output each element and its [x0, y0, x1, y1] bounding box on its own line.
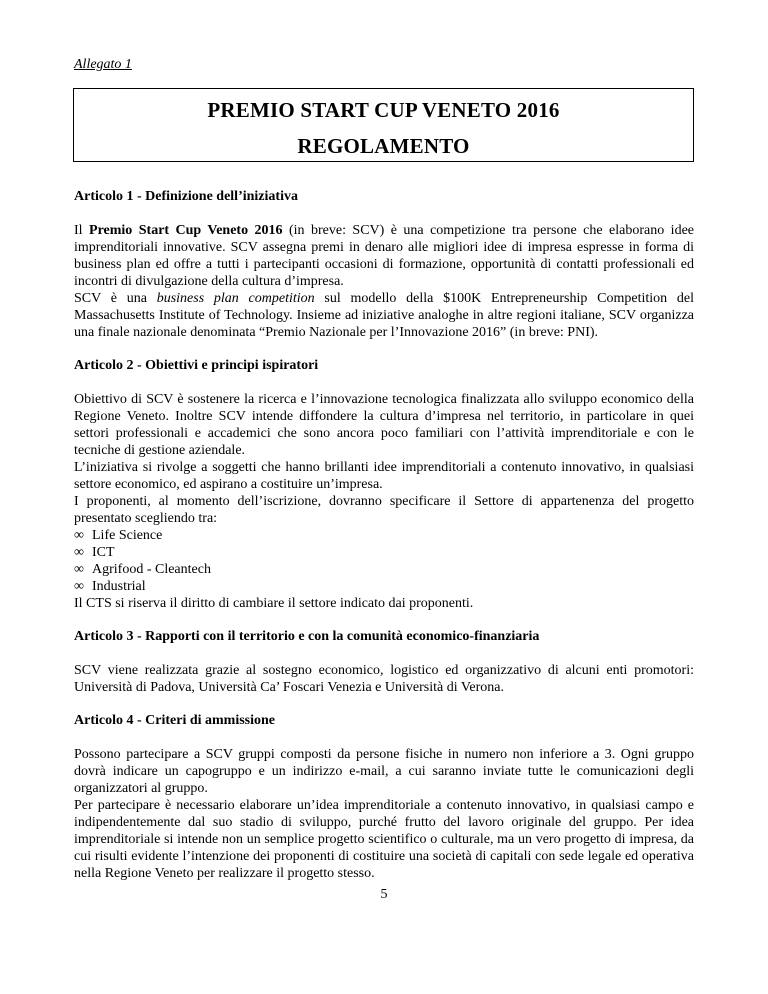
list-item [74, 578, 694, 595]
document-subtitle: REGOLAMENTO [297, 134, 470, 158]
article-2-paragraph-3: I proponenti, al momento dell’iscrizione, dovranno specificare il Settore di appartenenza del progetto presentato scegliendo tra: [74, 494, 694, 526]
article-3-heading: Articolo 3 - Rapporti con il territorio e con la comunità economico-finanziaria [74, 629, 540, 644]
attachment-label: Allegato 1 [74, 57, 132, 72]
infinity-bullet-icon: ∞ [74, 545, 84, 560]
article-1-paragraph-1 [74, 222, 694, 290]
sector-label: Life Science [92, 528, 163, 543]
article-3 [74, 628, 694, 696]
business-plan-competition-term: business plan competition [156, 291, 315, 306]
competition-name: Premio Start Cup Veneto 2016 [89, 223, 283, 238]
sector-label: Agrifood - Cleantech [92, 562, 211, 577]
article-1 [74, 188, 694, 341]
article-4 [74, 712, 694, 882]
article-1-p2-pre: SCV è una [74, 291, 157, 306]
document-title: PREMIO START CUP VENETO 2016 [207, 98, 560, 122]
sector-label: ICT [92, 545, 115, 560]
sector-list [74, 527, 694, 595]
article-2-paragraph-4: Il CTS si riserva il diritto di cambiare il settore indicato dai proponenti. [74, 596, 474, 611]
list-item [74, 561, 694, 578]
sector-label: Industrial [92, 579, 146, 594]
article-1-p1-pre: Il [74, 223, 90, 238]
page-number: 5 [380, 887, 388, 902]
title-box [73, 88, 694, 162]
article-2-paragraph-1: Obiettivo di SCV è sostenere la ricerca e l’innovazione tecnologica finalizzata allo sviluppo economico della Regione Veneto. Inoltre SCV intende diffondere la cultura d’impresa nel territorio, in particolare in quei settori professionali e accademici che sono ancora poco familiari con l’attività imprenditoriale e con le tecniche di gestione aziendale. [74, 392, 694, 458]
article-2-paragraph-2: L’iniziativa si rivolge a soggetti che hanno brillanti idee imprenditoriali a contenuto innovativo, in qualsiasi settore economico, ed aspirano a costituire un’impresa. [74, 460, 694, 492]
article-4-heading: Articolo 4 - Criteri di ammissione [74, 713, 276, 728]
article-4-paragraph-1: Possono partecipare a SCV gruppi composti da persone fisiche in numero non inferiore a 3. Ogni gruppo dovrà indicare un capogruppo e un indirizzo e-mail, a cui saranno inviate tutte le comunicazioni degli organizzatori al gruppo. [74, 747, 694, 796]
infinity-bullet-icon: ∞ [74, 579, 84, 594]
article-2 [74, 357, 694, 612]
article-1-p2-post: sul modello della $100K Entrepreneurship Competition del Massachusetts Institute of Technology. Insieme ad iniziative analoghe in altre regioni italiane, SCV organizza una finale nazionale denominata “Premio Nazionale per l’Innovazione 2016” (in breve: PNI). [74, 291, 694, 340]
article-1-heading: Articolo 1 - Definizione dell’iniziativa [74, 189, 298, 204]
infinity-bullet-icon: ∞ [74, 562, 84, 577]
list-item [74, 544, 694, 561]
article-3-paragraph-1: SCV viene realizzata grazie al sostegno economico, logistico ed organizzativo di alcuni enti promotori: Università di Padova, Università Ca’ Foscari Venezia e Università di Verona. [74, 663, 694, 695]
article-1-p1-post: (in breve: SCV) è una competizione tra persone che elaborano idee imprenditoriali innovative. SCV assegna premi in denaro alle migliori idee di impresa espresse in forma di business plan ed offre a tutti i partecipanti occasioni di formazione, opportunità di contatti professionali ed incontri di divulgazione della cultura d’impresa. [74, 223, 694, 289]
article-4-paragraph-2: Per partecipare è necessario elaborare un’idea imprenditoriale a contenuto innovativo, in qualsiasi campo e indipendentemente dal suo stadio di sviluppo, purché frutto del lavoro originale del gruppo. Per idea imprenditoriale si intende non un semplice progetto scientifico o culturale, ma un vero progetto di impresa, da cui risulti evidente l’intenzione dei proponenti di costituire una società di capitali con sede legale ed operativa nella Regione Veneto per realizzare il progetto stesso. [74, 798, 694, 881]
article-2-heading: Articolo 2 - Obiettivi e principi ispiratori [74, 358, 319, 373]
list-item [74, 527, 694, 544]
infinity-bullet-icon: ∞ [74, 528, 84, 543]
article-1-paragraph-2 [74, 290, 694, 341]
document-page [74, 56, 694, 917]
